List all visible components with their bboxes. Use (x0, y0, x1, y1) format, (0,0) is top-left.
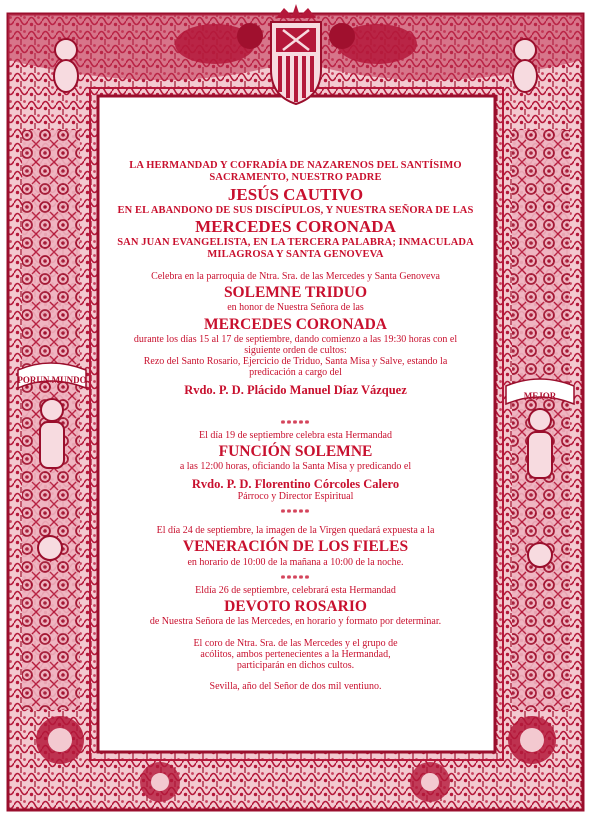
cherub-top-left-icon (54, 39, 78, 92)
header-line-4: EN EL ABANDONO DE SUS DISCÍPULOS, Y NUESTRA SEÑORA DE LAS (117, 204, 474, 216)
triduo-honor: en honor de Nuestra Señora de las (227, 302, 364, 314)
cherub-lower-left-icon (38, 536, 62, 560)
header-line-7: MILAGROSA Y SANTA GENOVEVA (207, 249, 384, 261)
header-title-jesus: JESÚS CAUTIVO (227, 184, 364, 204)
rosario-intro: Eldía 26 de septiembre, celebrará esta Hermandad (195, 584, 396, 596)
funcion-detail: a las 12:00 horas, oficiando la Santa Misa y predicando el (179, 461, 412, 473)
veneracion-detail: en horario de 10:00 de la mañana a 10:00 de la noche. (187, 556, 404, 568)
closing-signature: Sevilla, año del Señor de dos mil ventiuno. (209, 681, 382, 693)
funcion-intro: El día 19 de septiembre celebra esta Hermandad (199, 429, 392, 441)
cherub-top-right-icon (513, 39, 537, 92)
figure-right-icon (528, 409, 552, 478)
announcement-text (100, 160, 491, 692)
header-title-mercedes: MERCEDES CORONADA (195, 217, 396, 237)
closing-line-1: El coro de Ntra. Sra. de las Mercedes y el grupo de (193, 637, 398, 649)
header-line-2: SACRAMENTO, NUESTRO PADRE (209, 171, 382, 183)
separator-3: ***** (280, 573, 311, 585)
cherub-lower-right-icon (528, 543, 552, 567)
rosario-detail: de Nuestra Señora de las Mercedes, en horario y formato por determinar. (149, 616, 442, 628)
triduo-name: MERCEDES CORONADA (204, 315, 387, 333)
separator-2: ***** (280, 507, 311, 519)
triduo-intro: Celebra en la parroquia de Ntra. Sra. de las Mercedes y Santa Genoveva (151, 270, 440, 282)
funcion-title: FUNCIÓN SOLEMNE (218, 443, 373, 461)
closing-line-2: acólitos, ambos pertenecientes a la Hermandad, (200, 648, 391, 660)
veneracion-intro: El día 24 de septiembre, la imagen de la Virgen quedará expuesta a la (156, 524, 435, 536)
funcion-preacher: Rvdo. P. D. Florentino Córcoles Calero (191, 476, 400, 491)
header-line-1: LA HERMANDAD Y COFRADÍA DE NAZARENOS DEL SANTÍSIMO (129, 160, 462, 171)
header-line-6: SAN JUAN EVANGELISTA, EN LA TERCERA PALABRA; INMACULADA (117, 237, 474, 249)
triduo-title: SOLEMNE TRIDUO (223, 284, 368, 301)
separator-1: ***** (280, 418, 311, 430)
rosario-title: DEVOTO ROSARIO (224, 598, 367, 616)
figure-left-icon (40, 399, 64, 468)
funcion-role: Párroco y Director Espiritual (237, 490, 354, 502)
triduo-detail-4: predicación a cargo del (249, 367, 342, 379)
motto-left-text: PORUN MUNDO (17, 375, 87, 385)
motto-right-banner (506, 379, 574, 404)
veneracion-title: VENERACIÓN DE LOS FIELES (182, 538, 409, 556)
motto-left-banner (17, 363, 86, 388)
triduo-detail-2: siguiente orden de cultos: (244, 345, 347, 357)
motto-right-text: MEJOR (523, 391, 557, 401)
triduo-detail-1: durante los días 15 al 17 de septiembre, dando comienzo a las 19:30 horas con el (133, 333, 458, 345)
triduo-preacher: Rvdo. P. D. Plácido Manuel Díaz Vázquez (184, 382, 407, 397)
closing-line-3: participarán en dichos cultos. (236, 659, 355, 671)
triduo-detail-3: Rezo del Santo Rosario, Ejercicio de Triduo, Santa Misa y Salve, estando la (143, 356, 448, 368)
